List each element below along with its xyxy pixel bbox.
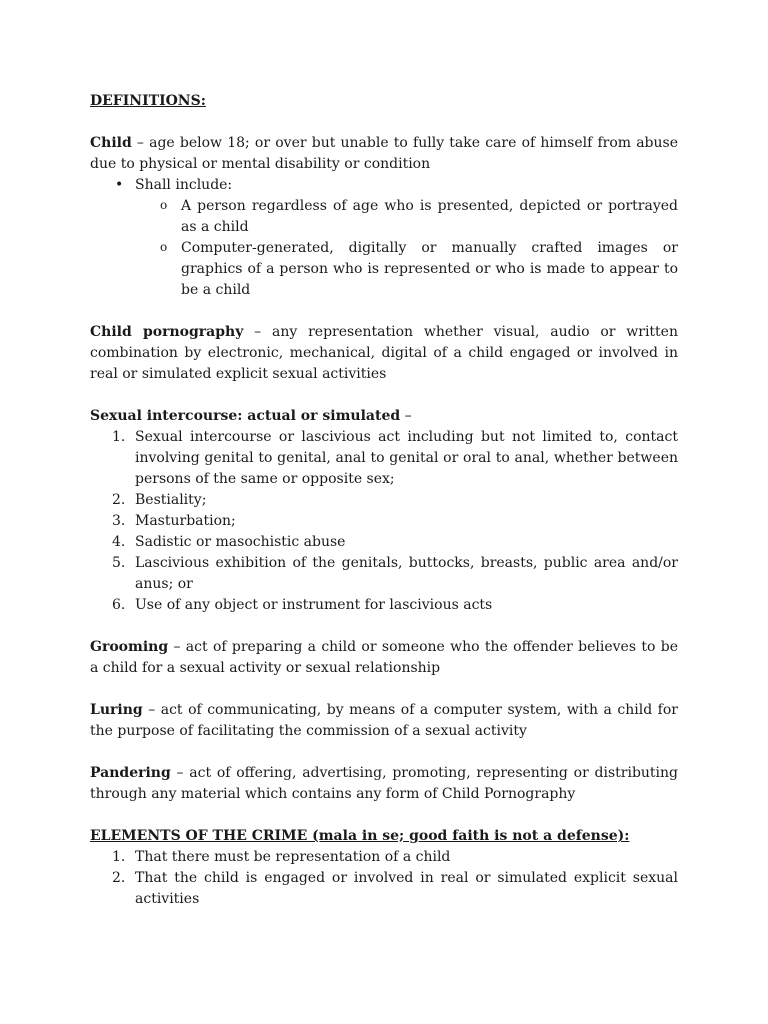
definition-text: – act of preparing a child or someone who the offender believes to be a child for a sexual activity or sexual relationship	[90, 639, 678, 676]
term-child-pornography: Child pornography	[90, 324, 244, 340]
definition-sexual-intercourse	[90, 406, 678, 427]
list-item	[90, 868, 678, 910]
definition-text: –	[400, 408, 412, 424]
document-body	[90, 91, 678, 910]
term-grooming: Grooming	[90, 639, 169, 655]
list-item	[90, 847, 678, 868]
list-item	[90, 511, 678, 532]
sub-item-text: A person regardless of age who is presented, depicted or portrayed as a child	[181, 198, 678, 235]
item-text: Bestiality;	[135, 492, 207, 508]
list-item	[90, 196, 678, 238]
definition-text: – any representation whether visual, audio or written combination by electronic, mechanical, digital of a child engaged or involved in real or simulated explicit sexual activities	[90, 324, 678, 382]
bullet-shall-include: Shall include:	[135, 177, 233, 193]
child-sub-list	[135, 196, 678, 301]
definition-luring	[90, 700, 678, 742]
item-number: 5.	[112, 555, 126, 571]
elements-list	[90, 847, 678, 910]
definitions-heading: DEFINITIONS:	[90, 93, 206, 109]
item-number: 2.	[112, 870, 126, 886]
item-text: That there must be representation of a child	[135, 849, 451, 865]
definition-child-pornography	[90, 322, 678, 385]
item-text: Sexual intercourse or lascivious act including but not limited to, contact involving genital to genital, anal to genital or oral to anal, whether between persons of the same or opposite sex;	[135, 429, 678, 487]
list-item	[90, 532, 678, 553]
item-number: 1.	[112, 849, 126, 865]
sexual-intercourse-list	[90, 427, 678, 616]
term-sexual-intercourse: Sexual intercourse: actual or simulated	[90, 408, 401, 424]
list-item	[90, 553, 678, 595]
item-number: 3.	[112, 513, 126, 529]
item-number: 6.	[112, 597, 126, 613]
term-child: Child	[90, 135, 132, 151]
list-item	[90, 238, 678, 301]
item-text: Use of any object or instrument for lascivious acts	[135, 597, 493, 613]
sub-item-text: Computer-generated, digitally or manually crafted images or graphics of a person who is represented or who is made to appear to be a child	[181, 240, 678, 298]
term-luring: Luring	[90, 702, 143, 718]
definition-child	[90, 133, 678, 175]
item-number: 4.	[112, 534, 126, 550]
item-text: Lascivious exhibition of the genitals, buttocks, breasts, public area and/or anus; or	[135, 555, 678, 592]
term-pandering: Pandering	[90, 765, 171, 781]
list-item	[90, 427, 678, 490]
definition-text: – act of communicating, by means of a computer system, with a child for the purpose of facilitating the commission of a sexual activity	[90, 702, 678, 739]
definition-child-text: – age below 18; or over but unable to fully take care of himself from abuse due to physical or mental disability or condition	[90, 135, 678, 172]
item-number: 1.	[112, 429, 126, 445]
elements-heading: ELEMENTS OF THE CRIME (mala in se; good faith is not a defense):	[90, 828, 630, 844]
definition-text: – act of offering, advertising, promoting, representing or distributing through any material which contains any form of Child Pornography	[90, 765, 678, 802]
item-text: Sadistic or masochistic abuse	[135, 534, 346, 550]
definition-grooming	[90, 637, 678, 679]
list-item	[90, 595, 678, 616]
item-number: 2.	[112, 492, 126, 508]
item-text: That the child is engaged or involved in real or simulated explicit sexual activities	[135, 870, 678, 907]
list-item	[90, 490, 678, 511]
definition-pandering	[90, 763, 678, 805]
list-item	[90, 175, 678, 301]
item-text: Masturbation;	[135, 513, 236, 529]
child-bullet-list	[90, 175, 678, 301]
